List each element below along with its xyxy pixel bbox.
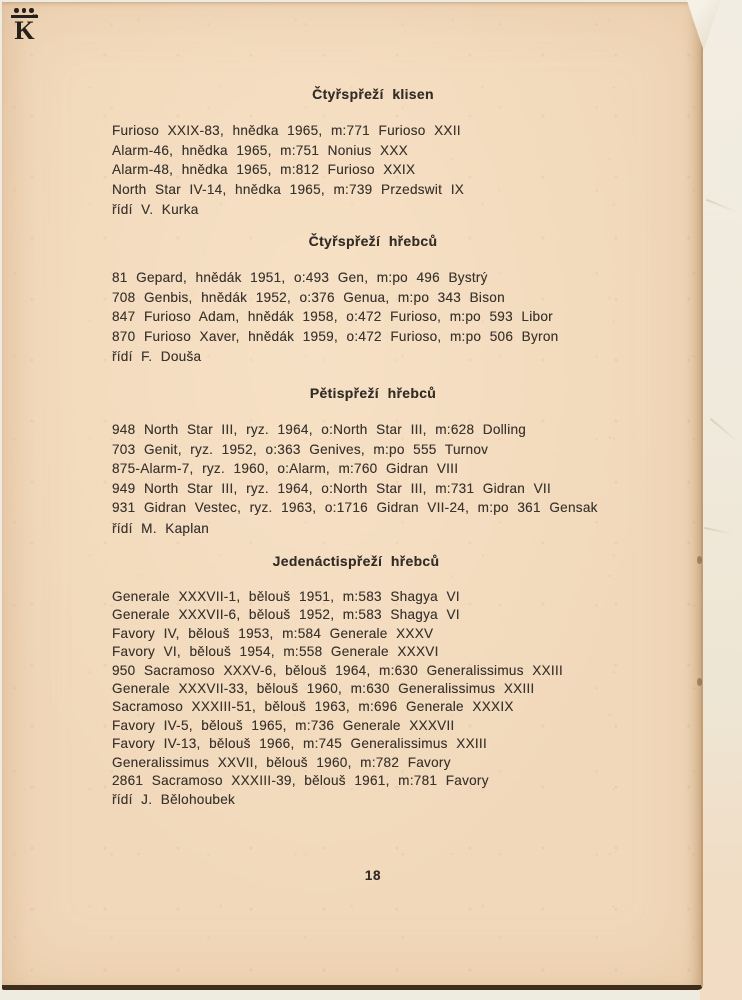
horse-entry: Alarm-48, hnědka 1965, m:812 Furioso XXIX <box>112 162 416 177</box>
horse-entry: Furioso XXIX-83, hnědka 1965, m:771 Furioso XXII <box>112 123 461 138</box>
section-ctyrsprezi-hrebcu <box>112 233 634 367</box>
horse-entry: 950 Sacramoso XXXV-6, bělouš 1964, m:630 Generalissimus XXIII <box>112 662 563 678</box>
horse-list <box>112 268 634 346</box>
adjacent-page-edge <box>700 0 742 1000</box>
horse-entry: 81 Gepard, hnědák 1951, o:493 Gen, m:po 496 Bystrý <box>112 270 488 285</box>
section-heading: Čtyřspřeží klisen <box>312 86 434 102</box>
page <box>2 2 703 990</box>
horse-entry: 847 Furioso Adam, hnědák 1958, o:472 Furioso, m:po 593 Libor <box>112 309 553 324</box>
horse-entry: Favory IV-13, bělouš 1966, m:745 Generalissimus XXIII <box>112 736 487 752</box>
page-edge-notch <box>697 678 702 686</box>
horse-entry: 948 North Star III, ryz. 1964, o:North Star III, m:628 Dolling <box>112 422 527 437</box>
section-heading: Jedenáctispřeží hřebců <box>272 553 440 569</box>
section-jedenactisprezi-hrebcu <box>112 553 634 810</box>
horse-entry: Favory IV-5, bělouš 1965, m:736 Generale XXXVII <box>112 717 455 733</box>
section-heading: Čtyřspřeží hřebců <box>308 233 438 249</box>
horse-entry: Generalissimus XXVII, bělouš 1960, m:782 Favory <box>112 754 451 770</box>
stamp-dot <box>22 8 27 13</box>
horse-entry: Generale XXXVII-33, bělouš 1960, m:630 Generalissimus XXIII <box>112 681 535 697</box>
horse-list <box>112 588 634 790</box>
horse-entry: North Star IV-14, hnědka 1965, m:739 Przedswit IX <box>112 181 465 197</box>
stamp-letter-glyph: K <box>14 15 35 45</box>
horse-entry: Generale XXXVII-1, bělouš 1951, m:583 Shagya VI <box>112 589 460 604</box>
horse-entry: 870 Furioso Xaver, hnědák 1959, o:472 Furioso, m:po 506 Byron <box>112 328 559 344</box>
driver-line: řídí M. Kaplan <box>112 520 210 536</box>
horse-entry: 708 Genbis, hnědák 1952, o:376 Genua, m:po 343 Bison <box>112 289 505 305</box>
stamp-accent: ˇ <box>32 10 37 26</box>
horse-entry: Favory VI, bělouš 1954, m:558 Generale XXXVI <box>112 644 439 660</box>
horse-entry: 703 Genit, ryz. 1952, o:363 Genives, m:po 555 Turnov <box>112 441 489 457</box>
section-ctyrsprezi-klisen <box>112 86 634 220</box>
horse-entry: 931 Gidran Vestec, ryz. 1963, o:1716 Gidran VII-24, m:po 361 Gensak <box>112 500 598 515</box>
horse-entry: Alarm-46, hnědka 1965, m:751 Nonius XXX <box>112 142 408 158</box>
horse-entry: Favory IV, bělouš 1953, m:584 Generale XXXV <box>112 625 434 641</box>
horse-entry: 949 North Star III, ryz. 1964, o:North Star III, m:731 Gidran VII <box>112 480 551 496</box>
horse-entry: 875-Alarm-7, ryz. 1960, o:Alarm, m:760 Gidran VIII <box>112 461 459 476</box>
horse-list <box>112 420 634 518</box>
horse-entry: Generale XXXVII-6, bělouš 1952, m:583 Shagya VI <box>112 607 460 623</box>
horse-entry: 2861 Sacramoso XXXIII-39, bělouš 1961, m:781 Favory <box>112 773 489 789</box>
section-heading: Pětispřeží hřebců <box>309 385 437 401</box>
stamp-letter <box>11 10 38 45</box>
section-petisprezi-hrebcu <box>112 385 634 538</box>
library-stamp <box>11 8 38 44</box>
driver-line: řídí F. Douša <box>112 349 202 364</box>
page-edge-notch <box>697 556 702 564</box>
stamp-dot <box>14 8 19 13</box>
driver-line: řídí J. Bělohoubek <box>112 792 236 808</box>
horse-entry: Sacramoso XXXIII-51, bělouš 1963, m:696 Generale XXXIX <box>112 699 514 715</box>
driver-line: řídí V. Kurka <box>112 202 199 217</box>
horse-list <box>112 121 634 199</box>
page-number: 18 <box>364 868 382 883</box>
